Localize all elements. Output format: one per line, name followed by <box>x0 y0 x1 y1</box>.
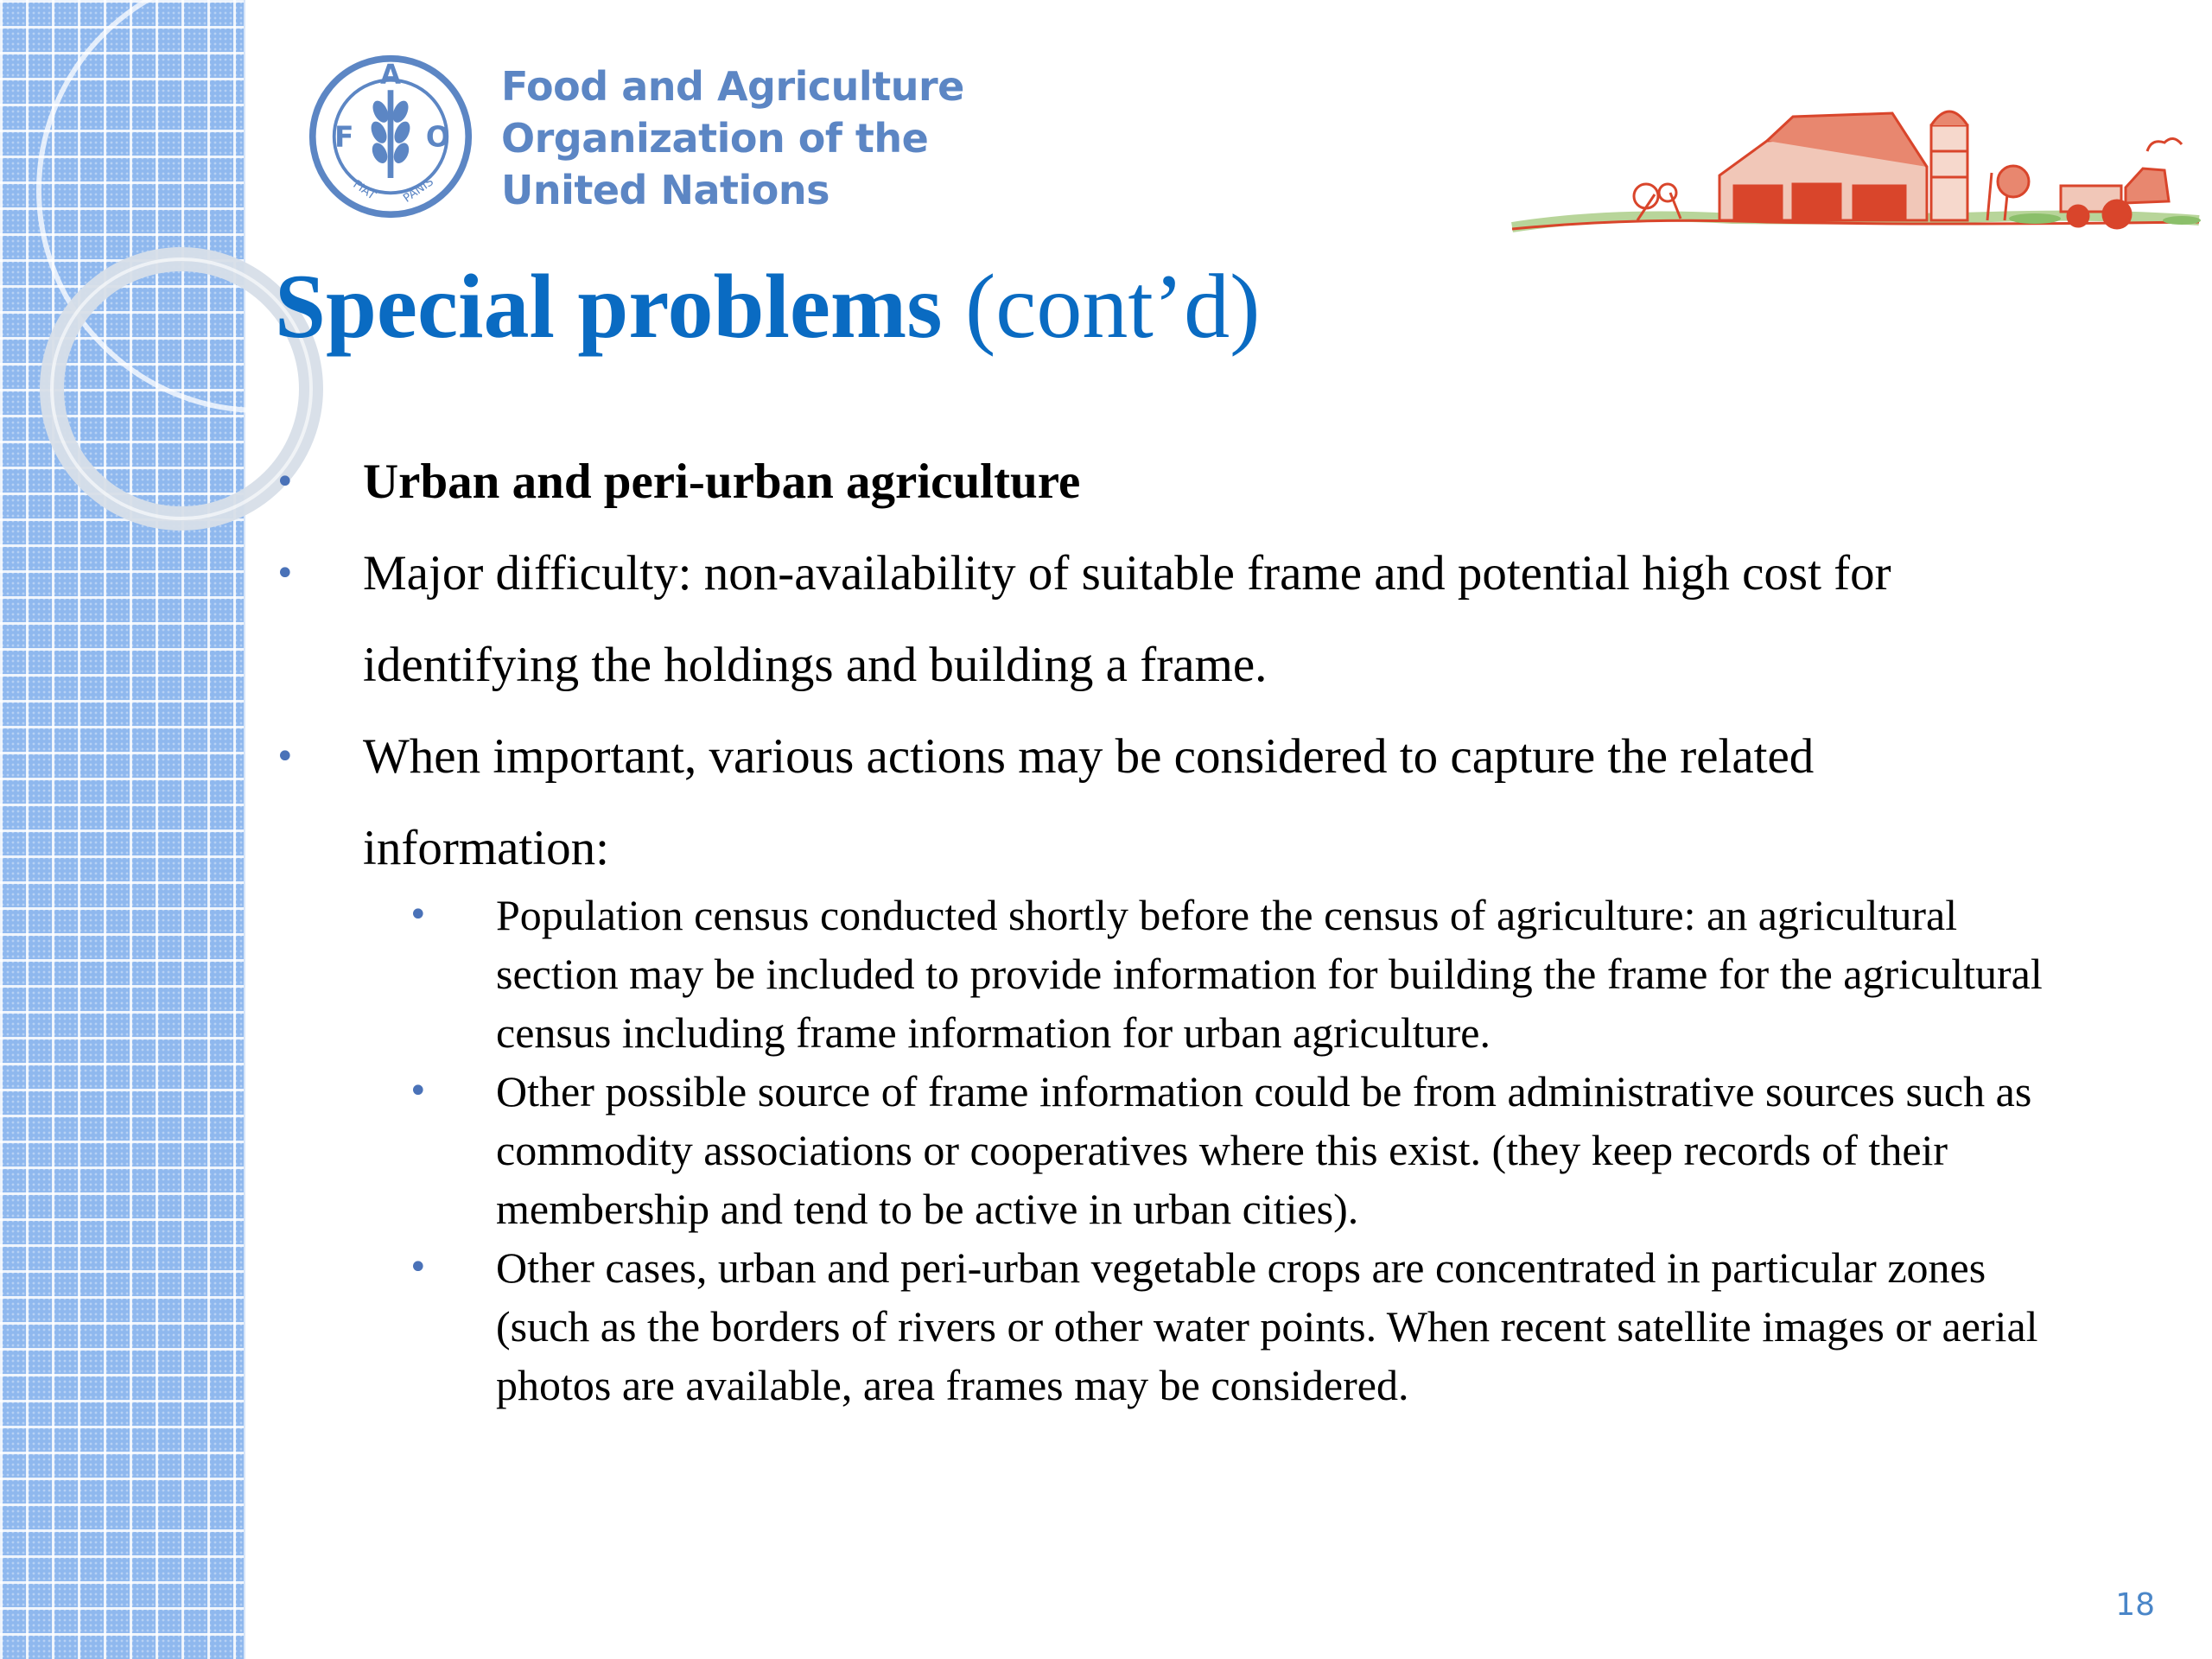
bullet-text: Urban and peri-urban agriculture <box>363 454 1081 509</box>
bullet-dot: • <box>275 554 296 594</box>
slide-title <box>275 251 1260 363</box>
org-name-line-1: Food and Agriculture <box>501 63 964 110</box>
bullet-dot: • <box>275 462 296 502</box>
svg-text:PANIS: PANIS <box>401 175 436 206</box>
svg-text:A: A <box>380 59 401 91</box>
title-main: Special problems <box>275 256 943 357</box>
sub-bullet-item <box>275 1238 2072 1414</box>
bullet-item <box>275 711 2072 894</box>
bullet-text: When important, various actions may be considered to capture the related information: <box>363 729 1815 875</box>
sub-bullet-dot: • <box>408 1071 429 1111</box>
sub-bullet-text: Other cases, urban and peri-urban vegetable crops are concentrated in particular zones (such as the borders of rivers or other water points. When recent satellite images or aerial photos are available, area frames may be considered. <box>496 1243 2038 1409</box>
sub-bullet-list <box>275 886 2072 1414</box>
bullet-dot: • <box>275 737 296 777</box>
title-suffix: (cont’d) <box>942 256 1261 357</box>
organization-name <box>501 60 964 216</box>
svg-text:O: O <box>425 120 450 154</box>
bullet-item <box>275 528 2072 711</box>
farm-barn-illustration <box>1508 91 2203 242</box>
sub-bullet-item <box>275 886 2072 1062</box>
org-name-line-3: United Nations <box>501 167 830 213</box>
sub-bullet-text: Other possible source of frame information could be from administrative sources such as commodity associations or cooperatives where this exist. (they keep records of their membership and tend to be active in urban cities). <box>496 1067 2032 1233</box>
fao-logo-icon <box>308 54 474 219</box>
bullet-text: Major difficulty: non-availability of suitable frame and potential high cost for identifying the holdings and building a frame. <box>363 546 1891 692</box>
sub-bullet-item <box>275 1062 2072 1238</box>
page-number: 18 <box>2115 1587 2155 1623</box>
svg-text:F: F <box>334 120 354 154</box>
slide-content <box>275 436 2072 1414</box>
sub-bullet-text: Population census conducted shortly before the census of agriculture: an agricultural section may be included to provide information for building the frame for the agricultural census including frame information for urban agriculture. <box>496 891 2043 1057</box>
sub-bullet-dot: • <box>408 1248 429 1287</box>
org-name-line-2: Organization of the <box>501 115 929 162</box>
svg-text:FIAT: FIAT <box>350 178 378 203</box>
sub-bullet-dot: • <box>408 895 429 935</box>
bullet-item <box>275 436 2072 528</box>
left-grid-strip <box>0 0 245 1659</box>
